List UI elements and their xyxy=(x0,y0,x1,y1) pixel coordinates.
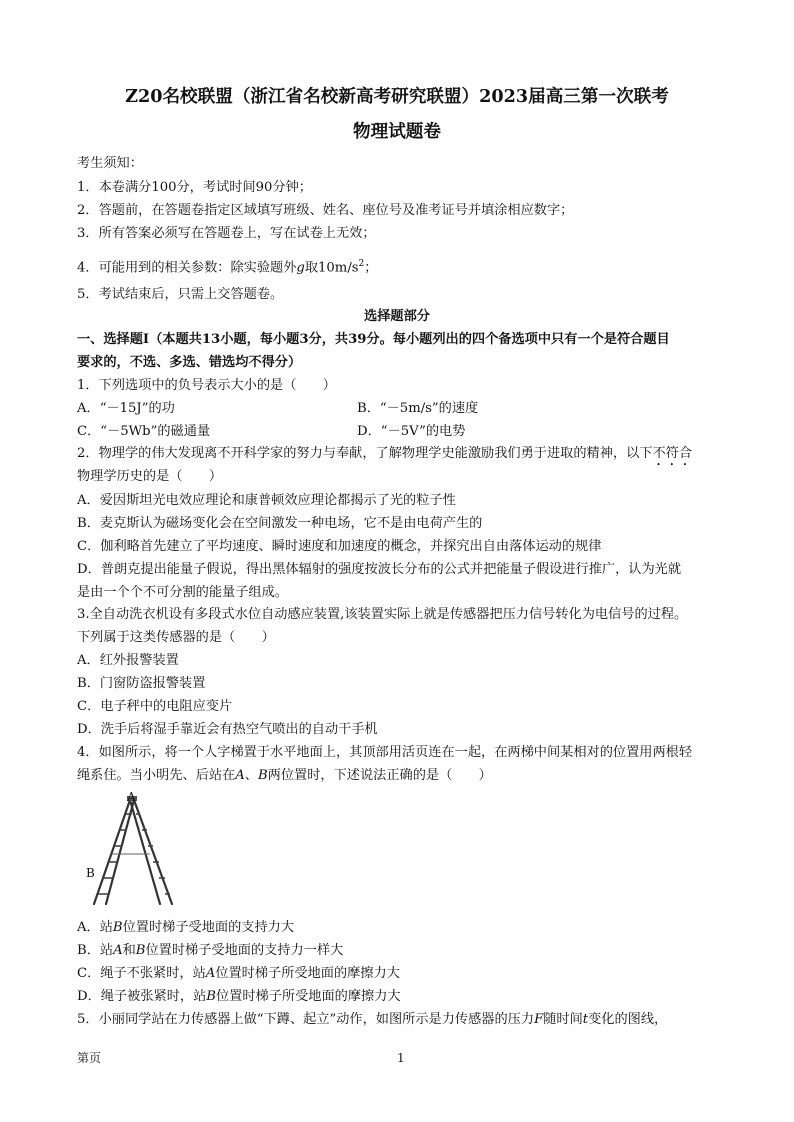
q2-option-d-line2: 是由一个个不可分割的能量子组成。 xyxy=(77,585,288,600)
ladder-front-left-rail xyxy=(94,800,130,904)
q4-option-d: D．绳子被张紧时，站B位置时梯子所受地面的摩擦力大 xyxy=(77,989,401,1004)
footer-page-label: 第页 xyxy=(77,1051,102,1065)
q4-option-b: B．站A和B位置时梯子受地面的支持力一样大 xyxy=(77,943,344,958)
q2-option-d-line1: D．普朗克提出能量子假说，得出黑体辐射的强度按波长分布的公式并把能量子假设进行推广，认为光就 xyxy=(77,562,682,577)
q2-stem-line1: 2．物理学的伟大发现离不开科学家的努力与奉献，了解物理学史能激励我们勇于进取的精神，以下不符合 xyxy=(77,446,693,461)
notice-item-5: 5．考试结束后，只需上交答题卷。 xyxy=(77,287,284,302)
q2-stem-line2: 物理学历史的是（ ） xyxy=(77,469,223,484)
q2-option-c: C．伽利略首先建立了平均速度、瞬时速度和加速度的概念，并探究出自由落体运动的规律 xyxy=(77,539,602,554)
q4-stem-line2: 绳系住。当小明先、后站在A、B两位置时，下述说法正确的是（ ） xyxy=(77,768,492,783)
q2-option-b: B．麦克斯认为磁场变化会在空间激发一种电场，它不是由电荷产生的 xyxy=(77,516,483,531)
q4-option-a: A．站B位置时梯子受地面的支持力大 xyxy=(77,920,295,935)
q1-option-a: A．“－15J”的功 xyxy=(77,401,175,416)
q1-option-c: C．“－5Wb”的磁通量 xyxy=(77,424,211,439)
q4-option-c: C．绳子不张紧时，站A位置时梯子所受地面的摩擦力大 xyxy=(77,966,400,981)
notice-heading: 考生须知： xyxy=(77,156,143,171)
q3-stem-line2: 下列属于这类传感器的是（ ） xyxy=(77,630,275,645)
section-heading-1: 一、选择题Ⅰ（本题共13小题，每小题3分，共39分。每小题列出的四个备选项中只有一个是符合题目 xyxy=(77,332,670,347)
q1-stem: 1．下列选项中的负号表示大小的是（ ） xyxy=(77,378,336,393)
ladder-back-left-rail xyxy=(130,800,160,904)
part-title: 选择题部分 xyxy=(364,309,430,324)
ladder-back-right-rail xyxy=(134,800,172,904)
q2-option-a: A．爱因斯坦光电效应理论和康普顿效应理论都揭示了光的粒子性 xyxy=(77,493,456,508)
q3-option-a: A．红外报警装置 xyxy=(77,653,179,668)
q1-option-b: B．“－5m/s”的速度 xyxy=(357,401,479,416)
notice-item-2: 2．答题前，在答题卷指定区域填写班级、姓名、座位号及准考证号并填涂相应数字； xyxy=(77,203,574,218)
ladder-front-right-rail xyxy=(106,800,134,904)
section-heading-2: 要求的，不选、多选、错选均不得分） xyxy=(77,355,302,370)
notice-item-3: 3．所有答案必须写在答题卷上，写在试卷上无效； xyxy=(77,226,376,241)
q1-option-d: D．“－5V”的电势 xyxy=(357,424,466,439)
q3-option-b: B．门窗防盗报警装置 xyxy=(77,676,206,691)
q5-stem: 5．小丽同学站在力传感器上做“下蹲、起立”动作，如图所示是力传感器的压力F随时间t变化的图线， xyxy=(77,1012,668,1027)
q2-emphasis: 不符合 xyxy=(652,446,693,461)
notice-item-4: 4．可能用到的相关参数：除实验题外g取$10m/s^2$； xyxy=(77,259,378,276)
q3-option-c: C．电子秤中的电阻应变片 xyxy=(77,699,233,714)
q3-option-d: D．洗手后将湿手靠近会有热空气喷出的自动干手机 xyxy=(77,722,378,737)
figure-label-a: A xyxy=(127,790,136,804)
ladder-figure xyxy=(82,788,178,908)
exam-subtitle: 物理试题卷 xyxy=(353,121,441,142)
footer-page-number: 1 xyxy=(397,1051,405,1065)
q3-stem-line1: 3.全自动洗衣机设有多段式水位自动感应装置,该装置实际上就是传感器把压力信号转化为电信号的过程。 xyxy=(77,607,688,622)
notice-item-1: 1．本卷满分100分，考试时间90分钟； xyxy=(77,180,312,195)
q4-stem-line1: 4．如图所示，将一个人字梯置于水平地面上，其顶部用活页连在一起，在两梯中间某相对的位置用两根轻 xyxy=(77,745,693,760)
exam-title: Z20名校联盟（浙江省名校新高考研究联盟）2023届高三第一次联考 xyxy=(125,86,669,107)
figure-label-b: B xyxy=(86,866,95,880)
